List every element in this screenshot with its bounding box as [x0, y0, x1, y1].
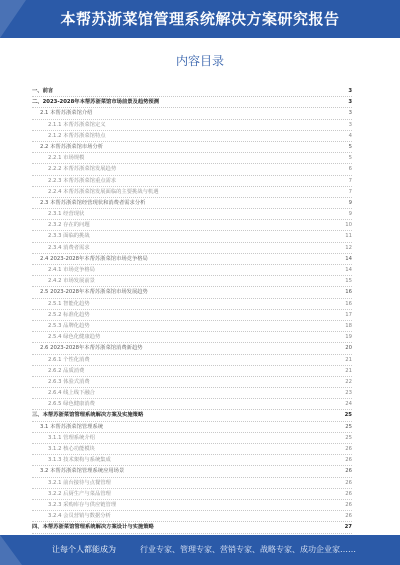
- toc-entry[interactable]: [32, 287, 352, 298]
- report-title: 本帮苏浙菜馆管理系统解决方案研究报告: [60, 10, 340, 28]
- toc-entry-page: 15: [343, 276, 352, 286]
- toc-entry-title: 2.3.1 经营现状: [48, 211, 85, 218]
- toc-entry[interactable]: [32, 276, 352, 287]
- toc-entry-page: 19: [343, 332, 352, 342]
- toc-entry-page: 26: [343, 500, 352, 510]
- toc-entry-title: 3.1.2 核心功能模块: [48, 446, 95, 452]
- toc-entry-title: 3.2.2 后厨生产与菜品管理: [48, 490, 111, 497]
- toc-entry-page: 9: [347, 198, 352, 208]
- toc-entry-page: 3: [346, 97, 352, 107]
- toc-entry-title: 2.5 2023-2028年本帮苏浙菜馆市场发展趋势: [40, 289, 148, 296]
- toc-entry[interactable]: [32, 243, 352, 254]
- toc-entry-title: 2.4.2 市场发展前景: [48, 278, 95, 285]
- toc-entry-page: 3: [346, 86, 352, 96]
- toc-entry-title: 一、前言: [32, 88, 54, 94]
- toc-entry[interactable]: [32, 153, 352, 164]
- toc-entry[interactable]: [32, 299, 352, 310]
- toc-entry[interactable]: [32, 198, 352, 209]
- toc-heading: 内容目录: [175, 54, 224, 68]
- toc-entry-page: 26: [343, 466, 352, 476]
- toc-entry-page: 25: [343, 410, 352, 420]
- toc-entry-title: 2.2.2 本帮苏浙菜馆发展趋势: [48, 166, 117, 173]
- toc-entry-page: 5: [347, 142, 352, 152]
- toc-entry-title: 2.2.1 市场规模: [48, 155, 85, 162]
- toc-entry-title: 2.6.2 品质消费: [48, 367, 85, 374]
- toc-entry-title: 2.6.4 线上线下融合: [48, 390, 95, 397]
- toc-entry-page: 26: [343, 455, 352, 465]
- report-header: [0, 0, 400, 38]
- toc-entry[interactable]: [32, 399, 352, 410]
- toc-entry-page: 24: [343, 399, 352, 409]
- toc-entry[interactable]: [32, 433, 352, 444]
- toc-entry-title: 3.2.4 会员营销与数据分析: [48, 513, 111, 520]
- toc-entry-page: 25: [343, 433, 352, 443]
- toc-entry[interactable]: [32, 131, 352, 142]
- toc-entry-title: 2.1.1 本帮苏浙菜馆定义: [48, 121, 106, 128]
- toc-entry-page: 18: [343, 321, 352, 331]
- toc-entry-title: 3.2.3 采购库存与供应链管理: [48, 501, 117, 508]
- toc-entry[interactable]: [32, 343, 352, 354]
- toc-entry-page: 20: [343, 343, 352, 353]
- toc-entry-page: 7: [347, 176, 352, 186]
- toc-entry[interactable]: [32, 220, 352, 231]
- toc-entry-page: 16: [343, 287, 352, 297]
- toc-entry[interactable]: [32, 366, 352, 377]
- toc-entry-title: 2.6 2023-2028年本帮苏浙菜馆消费新趋势: [40, 345, 143, 352]
- toc-entry-title: 2.6.5 绿色健康消费: [48, 401, 95, 408]
- toc-entry-title: 2.5.2 标准化趋势: [48, 311, 90, 318]
- toc-entry-title: 2.5.3 品牌化趋势: [48, 322, 90, 329]
- toc-entry-title: 2.1 本帮苏浙菜馆介绍: [40, 110, 93, 117]
- toc-entry[interactable]: [32, 97, 352, 108]
- toc-entry[interactable]: [32, 444, 352, 455]
- toc-entry-page: 5: [347, 153, 352, 163]
- toc-entry[interactable]: [32, 310, 352, 321]
- toc-entry-page: 26: [343, 444, 352, 454]
- toc-entry-page: 3: [347, 120, 352, 130]
- toc-entry-title: 3.1.3 技术架构与系统集成: [48, 457, 111, 464]
- toc-entry-title: 三、本帮苏浙菜馆管理系统解决方案及实施策略: [32, 412, 144, 419]
- toc-entry[interactable]: [32, 142, 352, 153]
- toc-entry-title: 2.4 2023-2028年本帮苏浙菜馆市场竞争格局: [40, 255, 148, 262]
- toc-entry[interactable]: [32, 489, 352, 500]
- toc-entry[interactable]: [32, 455, 352, 466]
- toc-entry[interactable]: [32, 388, 352, 399]
- toc-entry-page: 27: [343, 522, 352, 532]
- toc-entry[interactable]: [32, 355, 352, 366]
- toc-entry-page: 26: [343, 511, 352, 521]
- toc-entry[interactable]: [32, 466, 352, 477]
- toc-entry-title: 2.2 本帮苏浙菜馆市场分析: [40, 143, 104, 150]
- toc-entry-title: 2.3.3 面临的挑战: [48, 233, 90, 240]
- toc-entry-page: 14: [343, 265, 352, 275]
- toc-entry-title: 2.5.1 智能化趋势: [48, 300, 90, 307]
- toc-entry-title: 二、2023-2028年本帮苏浙菜馆市场前景及趋势预测: [32, 99, 160, 106]
- toc-entry-page: 4: [347, 131, 352, 141]
- toc-entry-title: 2.6.3 体验式消费: [48, 378, 90, 385]
- toc-entry-title: 2.2.4 本帮苏浙菜馆发展面临的主要挑战与机遇: [48, 188, 159, 195]
- toc-entry-title: 2.3 本帮苏浙菜馆经营现状和消费者需求分析: [40, 199, 146, 206]
- toc-entry[interactable]: [32, 176, 352, 187]
- toc-entry[interactable]: [32, 511, 352, 522]
- toc-entry[interactable]: [32, 120, 352, 131]
- toc-entry[interactable]: [32, 522, 352, 533]
- toc-entry-page: 17: [343, 310, 352, 320]
- toc-entry[interactable]: [32, 500, 352, 511]
- toc-entry-page: 6: [347, 164, 352, 174]
- toc-entry[interactable]: [32, 254, 352, 265]
- toc-entry[interactable]: [32, 187, 352, 198]
- toc-entry-page: 25: [343, 422, 352, 432]
- toc-entry-page: 22: [343, 377, 352, 387]
- toc-entry-title: 3.2 本帮苏浙菜馆管理系统应用场景: [40, 468, 125, 475]
- toc-entry-title: 2.3.4 消费者需求: [48, 244, 90, 251]
- toc-entry-title: 2.5.4 绿色化健康趋势: [48, 334, 101, 341]
- toc-entry-title: 2.3.2 存在的问题: [48, 222, 90, 229]
- footer-banner: [0, 535, 400, 565]
- footer-decoration: [0, 535, 22, 565]
- toc-entry[interactable]: [32, 86, 352, 97]
- toc-entry-page: 21: [343, 366, 352, 376]
- toc-entry[interactable]: [32, 422, 352, 433]
- toc-entry[interactable]: [32, 321, 352, 332]
- toc-entry-page: 14: [343, 254, 352, 264]
- footer-slogan-left: 让每个人都能成为: [52, 545, 116, 554]
- footer-slogan-right: 行业专家、管理专家、营销专家、战略专家、成功企业家……: [140, 545, 356, 554]
- toc-entry-title: 3.2.1 前台接待与点餐管理: [48, 479, 111, 486]
- toc-entry-title: 2.4.1 市场竞争格局: [48, 267, 95, 273]
- toc-entry[interactable]: [32, 231, 352, 242]
- toc-entry-page: 26: [343, 478, 352, 488]
- toc-entry-title: 3.1.1 管理系统介绍: [48, 434, 95, 441]
- toc-entry[interactable]: [32, 108, 352, 119]
- toc-entry-page: 16: [343, 299, 352, 309]
- toc-entry-page: 23: [343, 388, 352, 398]
- toc-entry[interactable]: [32, 164, 352, 175]
- toc-entry-page: 10: [343, 220, 352, 230]
- toc-entry[interactable]: [32, 478, 352, 489]
- toc-entry-page: 21: [343, 355, 352, 365]
- toc-entry-page: 3: [347, 108, 352, 118]
- toc-entry[interactable]: [32, 332, 352, 343]
- toc-entry-title: 2.6.1 个性化消费: [48, 356, 90, 363]
- toc-entry-page: 11: [343, 231, 352, 241]
- toc-entry-title: 2.1.2 本帮苏浙菜馆特点: [48, 132, 106, 139]
- toc-entry-title: 3.1 本帮苏浙菜馆管理系统: [40, 423, 104, 430]
- toc-entry-page: 12: [343, 243, 352, 253]
- table-of-contents: [32, 86, 352, 534]
- toc-entry-title: 四、本帮苏浙菜馆管理系统解决方案设计与实施策略: [32, 524, 154, 531]
- toc-entry-page: 26: [343, 489, 352, 499]
- toc-entry[interactable]: [32, 209, 352, 220]
- toc-entry[interactable]: [32, 410, 352, 421]
- toc-entry[interactable]: [32, 377, 352, 388]
- toc-entry-page: 7: [347, 187, 352, 197]
- toc-entry-page: 9: [347, 209, 352, 219]
- toc-entry-title: 2.2.3 本帮苏浙菜馆重点需求: [48, 177, 117, 184]
- toc-entry[interactable]: [32, 265, 352, 276]
